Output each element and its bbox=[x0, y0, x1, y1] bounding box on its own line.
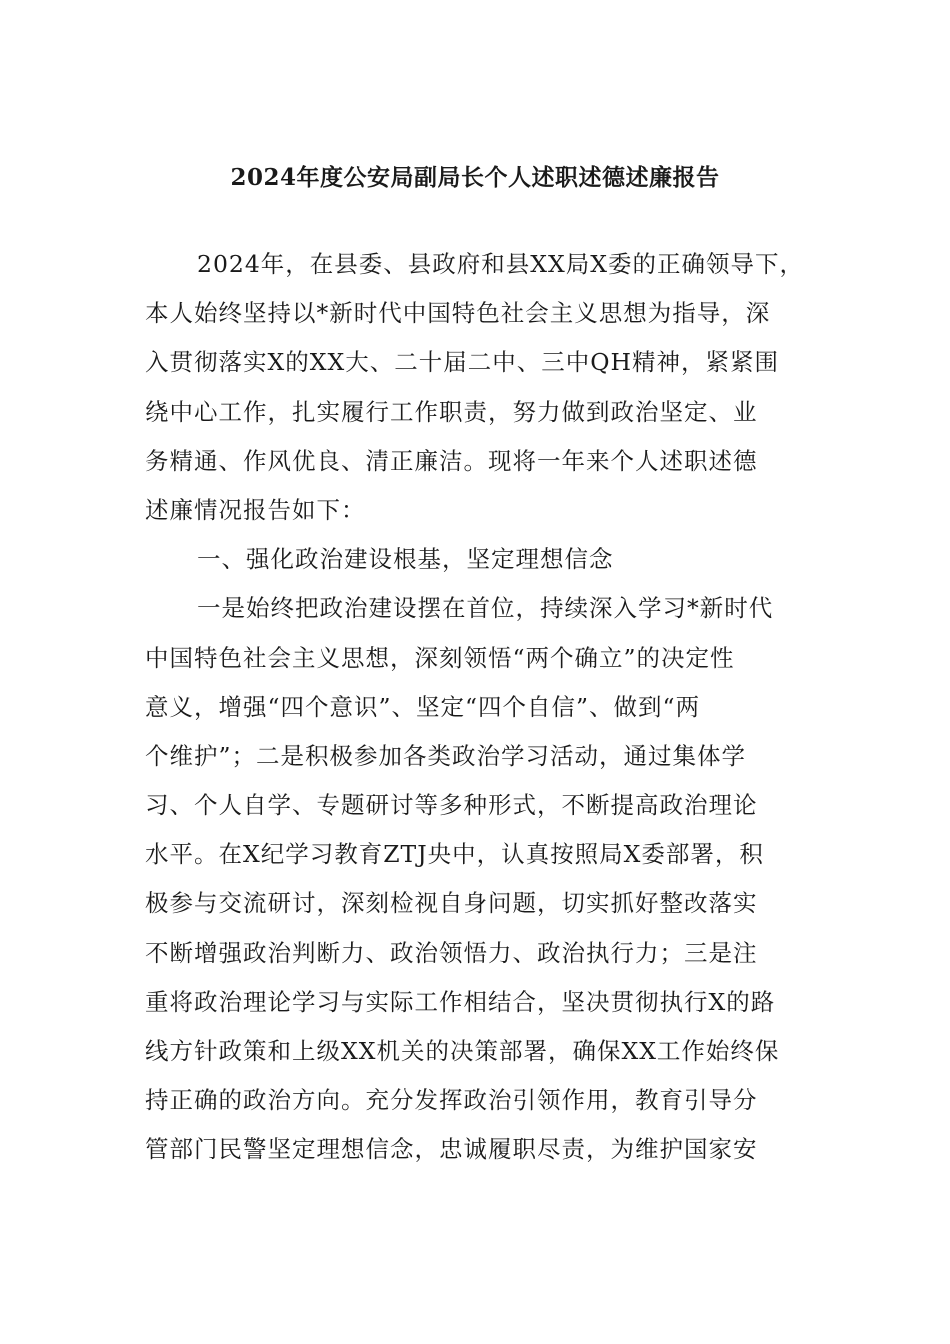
document-body bbox=[145, 240, 807, 1175]
text-line: 持正确的政治方向。充分发挥政治引领作用，教育引导分 bbox=[145, 1086, 758, 1115]
text-line: 2024年，在县委、县政府和县XX局X委的正确领导下， bbox=[197, 250, 804, 278]
text-line: 入贯彻落实X的XX大、二十届二中、三中QH精神，紧紧围 bbox=[145, 348, 779, 377]
text-line: 管部门民警坚定理想信念，忠诚履职尽责，为维护国家安 bbox=[145, 1135, 758, 1164]
text-line: 务精通、作风优良、清正廉洁。现将一年来个人述职述德 bbox=[145, 446, 758, 475]
text-line: 中国特色社会主义思想，深刻领悟“两个确立”的决定性 bbox=[145, 643, 735, 672]
text-line: 意义，增强“四个意识”、坚定“四个自信”、做到“两 bbox=[145, 692, 701, 721]
text-line: 一、强化政治建设根基，坚定理想信念 bbox=[197, 545, 614, 574]
text-line: 水平。在X纪学习教育ZTJ央中，认真按照局X委部署，积 bbox=[145, 840, 764, 869]
text-line: 本人始终坚持以*新时代中国特色社会主义思想为指导，深 bbox=[145, 299, 771, 328]
text-line: 绕中心工作，扎实履行工作职责，努力做到政治坚定、业 bbox=[145, 397, 758, 426]
document-title: 2024年度公安局副局长个人述职述德述廉报告 bbox=[230, 164, 720, 191]
text-line: 习、个人自学、专题研讨等多种形式，不断提高政治理论 bbox=[145, 791, 758, 820]
text-line: 述廉情况报告如下： bbox=[145, 495, 366, 524]
text-line: 极参与交流研讨，深刻检视自身问题，切实抓好整改落实 bbox=[145, 889, 758, 918]
text-line: 一是始终把政治建设摆在首位，持续深入学习*新时代 bbox=[197, 594, 774, 623]
text-line: 线方针政策和上级XX机关的决策部署，确保XX工作始终保 bbox=[145, 1037, 780, 1065]
text-line: 个维护”；二是积极参加各类政治学习活动，通过集体学 bbox=[145, 741, 747, 770]
text-line: 不断增强政治判断力、政治领悟力、政治执行力；三是注 bbox=[145, 938, 758, 967]
text-line: 重将政治理论学习与实际工作相结合，坚决贯彻执行X的路 bbox=[145, 987, 776, 1016]
